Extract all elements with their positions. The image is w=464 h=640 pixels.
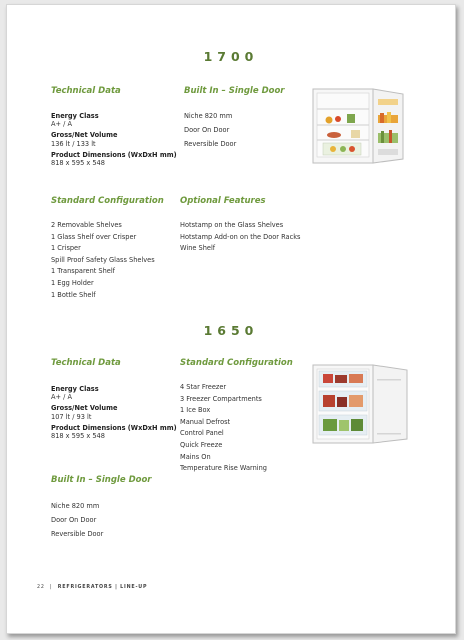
list-item: Hotstamp Add-on on the Door Racks (180, 232, 301, 241)
volume-label: Gross/Net Volume (51, 404, 118, 413)
model-title-1700: 1700 (203, 49, 259, 64)
built-in-list (51, 499, 103, 541)
standard-config-list (51, 220, 155, 301)
list-item: Hotstamp on the Glass Shelves (180, 221, 284, 229)
volume-value: 107 lt / 93 lt (51, 412, 92, 421)
list-item: Door On Door (51, 516, 97, 524)
list-item: 1 Bottle Shelf (51, 290, 96, 299)
freezer-1650-image (307, 359, 417, 449)
dimensions-value: 818 x 595 x 548 (51, 159, 105, 168)
footer-text: REFRIGERATORS | LINE-UP (57, 585, 148, 590)
built-in-heading: Built In – Single Door (51, 475, 152, 485)
list-item: Niche 820 mm (51, 502, 100, 510)
list-item: 1 Ice Box (180, 406, 211, 415)
standard-config-heading: Standard Configuration (51, 196, 164, 206)
optional-features-list (180, 220, 300, 255)
list-item: 3 Freezer Compartments (180, 394, 262, 403)
list-item: Wine Shelf (180, 244, 216, 253)
volume-label: Gross/Net Volume (51, 131, 118, 140)
list-item: Manual Defrost (180, 417, 231, 426)
volume-value: 136 lt / 133 lt (51, 139, 96, 148)
list-item: Spill Proof Safety Glass Shelves (51, 255, 155, 264)
list-item: Niche 820 mm (184, 112, 233, 120)
dimensions-value: 818 x 595 x 548 (51, 432, 105, 441)
energy-class-value: A+ / A (51, 120, 72, 129)
optional-features-heading: Optional Features (180, 196, 266, 206)
list-item: 1 Crisper (51, 244, 81, 253)
standard-config-heading: Standard Configuration (180, 358, 293, 368)
model-title-1650: 1650 (203, 323, 259, 338)
fridge-1700-image (307, 85, 417, 167)
page-footer (37, 585, 147, 590)
technical-data-heading: Technical Data (51, 358, 121, 368)
energy-class-value: A+ / A (51, 393, 72, 402)
list-item: 4 Star Freezer (180, 383, 227, 391)
technical-data-block (51, 112, 177, 167)
built-in-list (184, 109, 236, 151)
built-in-heading: Built In – Single Door (184, 86, 285, 96)
list-item: Control Panel (180, 429, 224, 438)
standard-config-list (180, 382, 267, 475)
list-item: 1 Egg Holder (51, 278, 94, 287)
dimensions-label: Product Dimensions (WxDxH mm) (51, 150, 177, 159)
technical-data-block (51, 385, 177, 440)
list-item: Mains On (180, 452, 211, 461)
list-item: 1 Glass Shelf over Crisper (51, 232, 137, 241)
dimensions-label: Product Dimensions (WxDxH mm) (51, 423, 177, 432)
list-item: Reversible Door (184, 140, 237, 148)
energy-class-label: Energy Class (51, 112, 99, 120)
catalog-page (6, 4, 456, 634)
list-item: 2 Removable Shelves (51, 221, 122, 229)
technical-data-heading: Technical Data (51, 86, 121, 96)
list-item: Door On Door (184, 126, 230, 134)
footer-separator: | (50, 585, 53, 590)
energy-class-label: Energy Class (51, 385, 99, 393)
list-item: Temperature Rise Warning (180, 464, 267, 473)
list-item: 1 Transparent Shelf (51, 267, 115, 276)
list-item: Reversible Door (51, 530, 104, 538)
list-item: Quick Freeze (180, 440, 223, 449)
page-number: 22 (37, 585, 45, 590)
